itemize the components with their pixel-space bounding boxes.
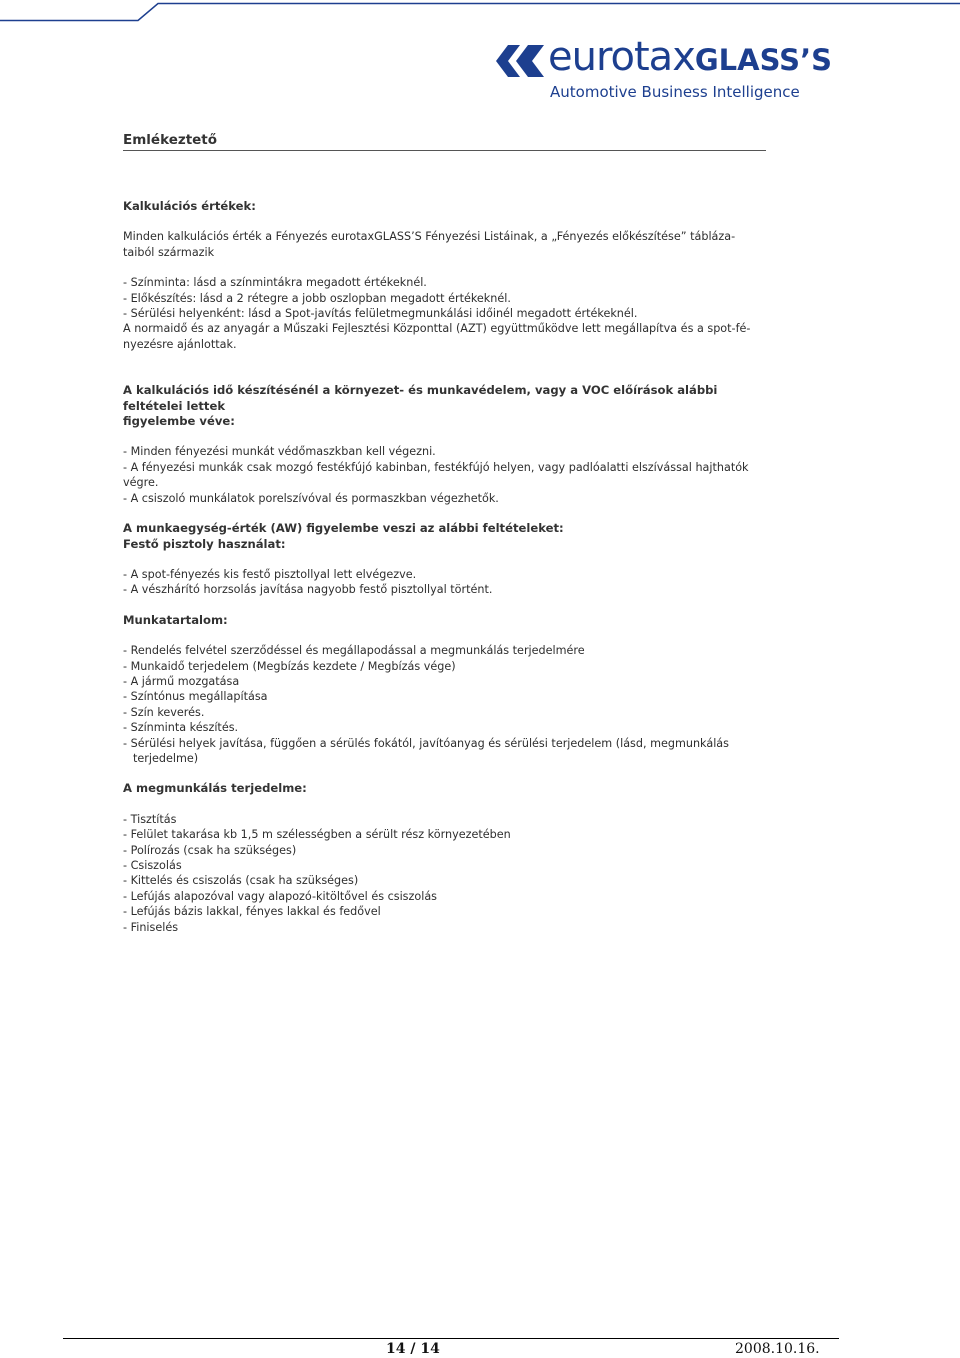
footer-rule [63,1338,839,1339]
list-item: - Munkaidő terjedelem (Megbízás kezdete / Megbízás vége) [123,659,456,673]
logo-brand-eurotax: eurotax [548,34,695,80]
section-heading-calc: Kalkulációs értékek: [123,199,256,213]
list-item: - Sérülési helyenként: lásd a Spot-javítás felületmegmunkálási időinél megadott értékeknél. [123,307,638,321]
section-heading-aw: A munkaegység-érték (AW) figyelembe veszi az alábbi feltételeket: [123,521,564,536]
section-heading-environment-cont: figyelembe véve: [123,414,235,429]
list-item: - Rendelés felvétel szerződéssel és megállapodással a megmunkálás terjedelmére [123,644,585,658]
document-body [123,199,773,935]
section-heading-work: Munkatartalom: [123,612,228,627]
page-number: 14 / 14 [386,1341,440,1357]
list-item: - Sérülési helyek javítása, függően a sérülés fokától, javítóanyag és sérülési terjedelem (lásd, megmunkálás [123,736,729,750]
logo-wordmark [548,34,832,80]
list-item: - Kittelés és csiszolás (csak ha szükséges) [123,874,359,888]
list-item: - Színminta: lásd a színmintákra megadott értékeknél. [123,276,427,290]
list-item: - Csiszolás [123,859,182,872]
logo-tagline: Automotive Business Intelligence [550,83,800,101]
list-item: - A vészhárító horzsolás javítása nagyobb festő pisztollyal történt. [123,583,493,597]
list-item: - Lefújás alapozóval vagy alapozó-kitöltővel és csiszolás [123,889,438,903]
list-item: - Minden fényezési munkát védőmaszkban kell végezni. [123,445,436,459]
list-item: - A csiszoló munkálatok porelszívóval és pormaszkban végezhetők. [123,491,499,505]
list-item: - Lefújás bázis lakkal, fényes lakkal és fedővel [123,905,381,919]
section-heading-spray-gun: Festő pisztoly használat: [123,536,286,551]
list-item: - Színminta készítés. [123,721,239,735]
paragraph-text: A normaidő és az anyagár a Műszaki Fejlesztési Központtal (AZT) együttműködve lett megállapítva és a spot-fé- [123,322,751,336]
list-item: - A fényezési munkák csak mozgó festékfújó kabinban, festékfújó helyen, vagy padlóalatti elszívással hajthatók végre. [123,460,749,490]
list-item: - Polírozás (csak ha szükséges) [123,843,297,857]
section-heading-scope: A megmunkálás terjedelme: [123,781,307,796]
paragraph-text: Minden kalkulációs érték a Fényezés eurotaxGLASS’S Fényezési Listáinak, a „Fényezés előkészítése” tábláza- [123,230,736,244]
logo-brand-glass: GLASS’S [694,43,832,77]
list-item: - Szín keverés. [123,705,205,719]
logo-chevron-icon [496,42,544,80]
footer-date: 2008.10.16. [735,1341,820,1357]
header-decor-line [0,0,960,24]
list-item: - Előkészítés: lásd a 2 rétegre a jobb oszlopban megadott értékeknél. [123,291,511,305]
company-logo [496,34,846,102]
section-heading-environment: A kalkulációs idő készítésénél a környezet- és munkavédelem, vagy a VOC előírások alábbi feltételei lettek [123,383,718,413]
list-item: - Finiselés [123,920,179,934]
page-title: Emlékeztető [123,132,766,151]
list-item-continuation: terjedelme) [133,751,199,765]
list-item: - Tisztítás [123,812,177,826]
list-item: - A spot-fényezés kis festő pisztollyal lett elvégezve. [123,567,417,581]
list-item: - Színtónus megállapítása [123,690,268,704]
list-item: - A jármű mozgatása [123,674,240,688]
list-item: - Felület takarása kb 1,5 m szélességben a sérült rész környezetében [123,828,511,842]
paragraph-text: nyezésre ajánlottak. [123,337,237,351]
paragraph-text: taiból származik [123,245,215,259]
